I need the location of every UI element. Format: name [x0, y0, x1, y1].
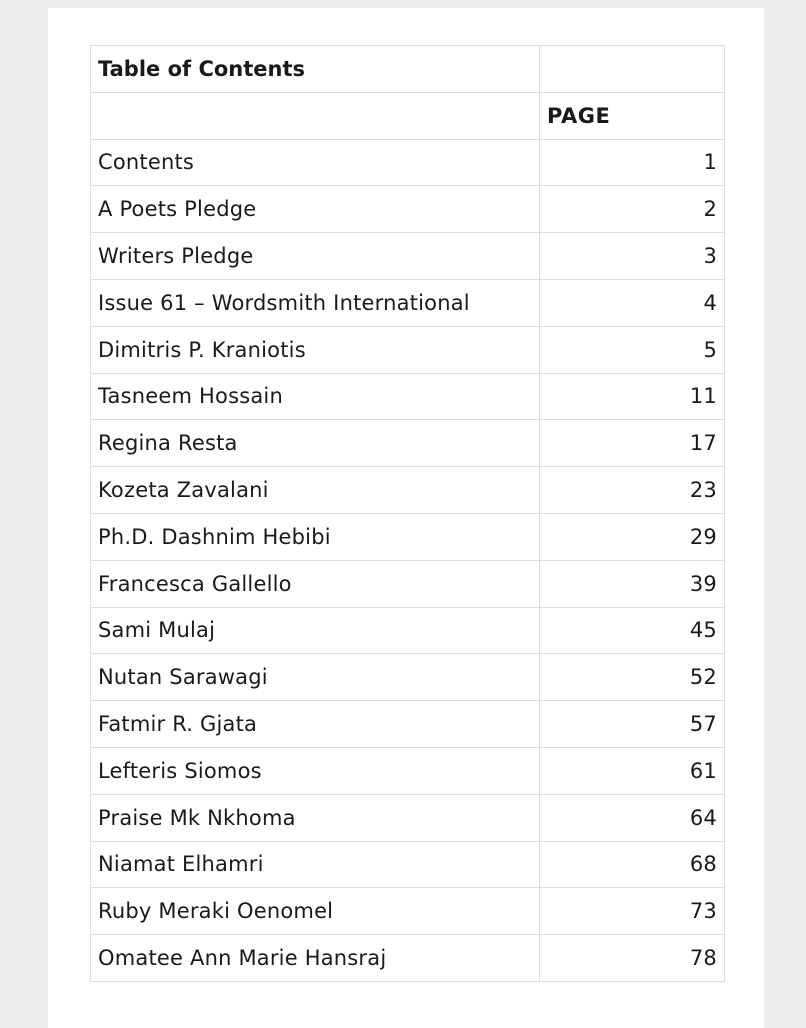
toc-entry-page: 23	[540, 467, 725, 514]
toc-entry-title: Contents	[91, 139, 540, 186]
toc-entry-page: 73	[540, 888, 725, 935]
toc-entry-page: 39	[540, 560, 725, 607]
toc-entry-title: Omatee Ann Marie Hansraj	[91, 935, 540, 982]
toc-body	[91, 46, 725, 982]
table-of-contents	[90, 45, 725, 982]
toc-entry-row	[91, 935, 725, 982]
toc-header-row	[91, 92, 725, 139]
toc-entry-row	[91, 654, 725, 701]
toc-entry-page: 64	[540, 794, 725, 841]
toc-entry-page: 4	[540, 279, 725, 326]
toc-heading: Table of Contents	[91, 46, 540, 93]
toc-entry-title: Kozeta Zavalani	[91, 467, 540, 514]
toc-entry-page: 5	[540, 326, 725, 373]
toc-entry-row	[91, 747, 725, 794]
toc-entry-page: 2	[540, 186, 725, 233]
toc-entry-title: Ph.D. Dashnim Hebibi	[91, 513, 540, 560]
toc-entry-page: 78	[540, 935, 725, 982]
toc-entry-page: 17	[540, 420, 725, 467]
toc-entry-row	[91, 560, 725, 607]
toc-entry-row	[91, 420, 725, 467]
toc-entry-title: Dimitris P. Kraniotis	[91, 326, 540, 373]
document-page	[48, 8, 764, 1028]
page-column-header: PAGE	[540, 92, 725, 139]
toc-entry-title: Sami Mulaj	[91, 607, 540, 654]
toc-entry-title: A Poets Pledge	[91, 186, 540, 233]
toc-entry-row	[91, 279, 725, 326]
toc-entry-row	[91, 794, 725, 841]
toc-entry-page: 45	[540, 607, 725, 654]
toc-entry-page: 1	[540, 139, 725, 186]
toc-entry-title: Niamat Elhamri	[91, 841, 540, 888]
toc-entry-row	[91, 373, 725, 420]
toc-entry-page: 68	[540, 841, 725, 888]
toc-entry-page: 57	[540, 701, 725, 748]
empty-cell	[540, 46, 725, 93]
toc-entry-title: Fatmir R. Gjata	[91, 701, 540, 748]
toc-entry-page: 61	[540, 747, 725, 794]
toc-entry-title: Tasneem Hossain	[91, 373, 540, 420]
toc-entry-title: Ruby Meraki Oenomel	[91, 888, 540, 935]
toc-entry-row	[91, 467, 725, 514]
toc-entry-row	[91, 139, 725, 186]
toc-entry-page: 11	[540, 373, 725, 420]
toc-title-row	[91, 46, 725, 93]
toc-entry-row	[91, 326, 725, 373]
toc-entry-row	[91, 513, 725, 560]
toc-entry-page: 3	[540, 233, 725, 280]
toc-entry-page: 29	[540, 513, 725, 560]
toc-entry-row	[91, 233, 725, 280]
toc-entry-title: Regina Resta	[91, 420, 540, 467]
toc-entry-title: Issue 61 – Wordsmith International	[91, 279, 540, 326]
toc-entry-row	[91, 701, 725, 748]
toc-entry-row	[91, 607, 725, 654]
toc-entry-title: Nutan Sarawagi	[91, 654, 540, 701]
empty-cell	[91, 92, 540, 139]
toc-entry-row	[91, 888, 725, 935]
toc-entry-row	[91, 841, 725, 888]
toc-entry-title: Praise Mk Nkhoma	[91, 794, 540, 841]
toc-entry-title: Writers Pledge	[91, 233, 540, 280]
toc-entry-row	[91, 186, 725, 233]
toc-entry-page: 52	[540, 654, 725, 701]
toc-entry-title: Lefteris Siomos	[91, 747, 540, 794]
toc-entry-title: Francesca Gallello	[91, 560, 540, 607]
